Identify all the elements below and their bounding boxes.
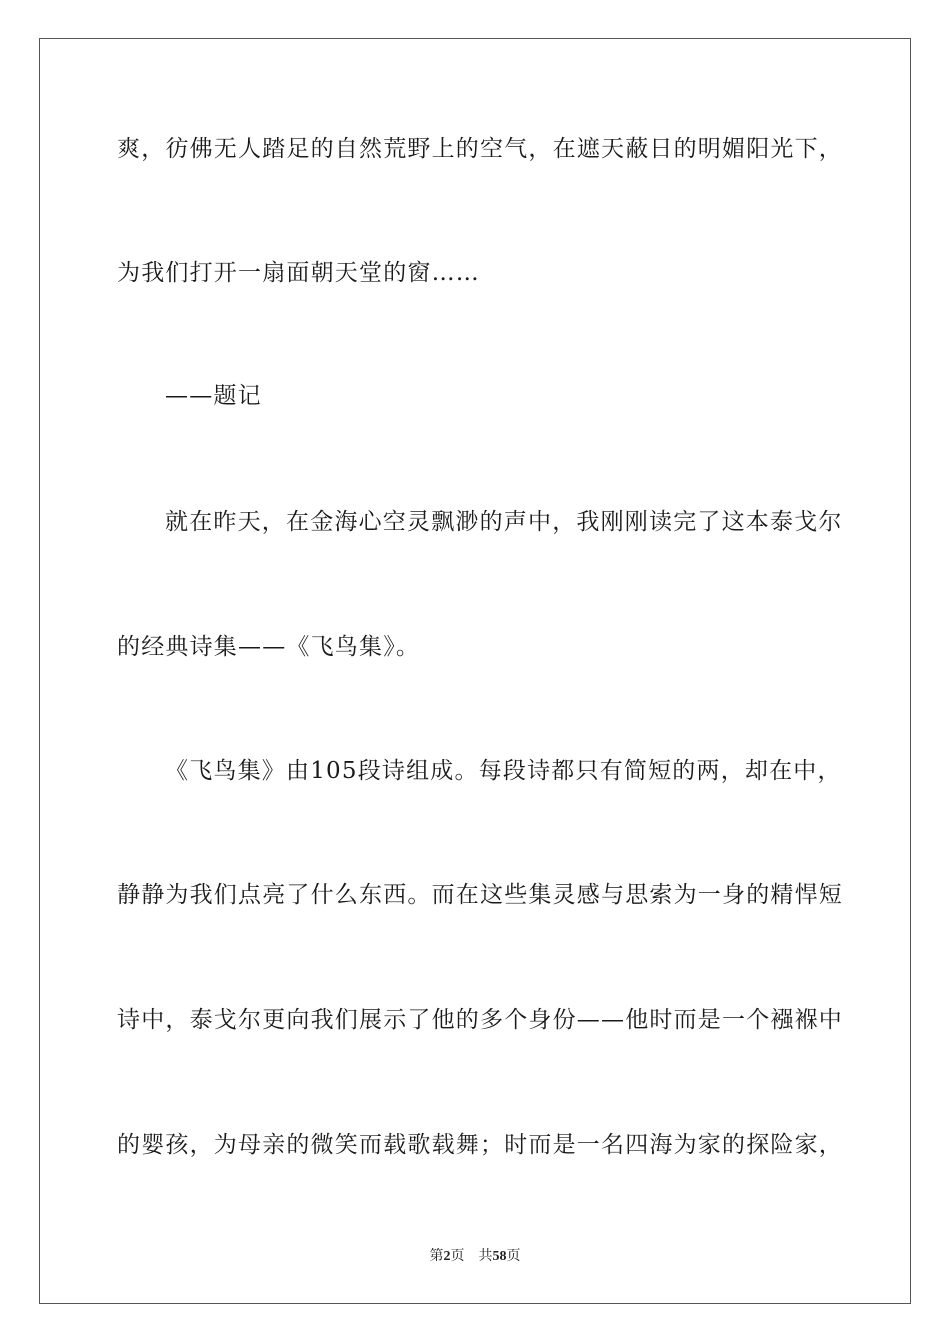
body-line-8: 的婴孩，为母亲的微笑而载歌载舞；时而是一名四海为家的探险家， (117, 1132, 843, 1158)
page-total-number: 58 (492, 1249, 507, 1264)
total-unit: 页 (506, 1249, 521, 1264)
body-line-3: 就在昨天，在金海心空灵飘渺的声中，我刚刚读完了这本泰戈尔 (165, 509, 843, 535)
page-prefix: 第 (429, 1249, 444, 1264)
page-unit: 页 (450, 1249, 465, 1264)
page-footer (0, 1248, 950, 1266)
body-line-2: 为我们打开一扇面朝天堂的窗…… (117, 260, 480, 286)
page-current-number: 2 (443, 1249, 451, 1264)
page-border (39, 38, 911, 1304)
body-line-6: 静静为我们点亮了什么东西。而在这些集灵感与思索为一身的精悍短 (117, 882, 843, 908)
body-line-1: 爽，彷佛无人踏足的自然荒野上的空气，在遮天蔽日的明媚阳光下， (117, 136, 843, 162)
body-line-7: 诗中，泰戈尔更向我们展示了他的多个身份——他时而是一个襁褓中 (117, 1007, 843, 1033)
epigraph-attribution: ——题记 (165, 383, 262, 409)
total-prefix: 共 (478, 1249, 493, 1264)
body-line-5: 《飞鸟集》由105段诗组成。每段诗都只有简短的两，却在中， (165, 758, 842, 784)
body-line-4: 的经典诗集——《飞鸟集》。 (117, 634, 421, 660)
